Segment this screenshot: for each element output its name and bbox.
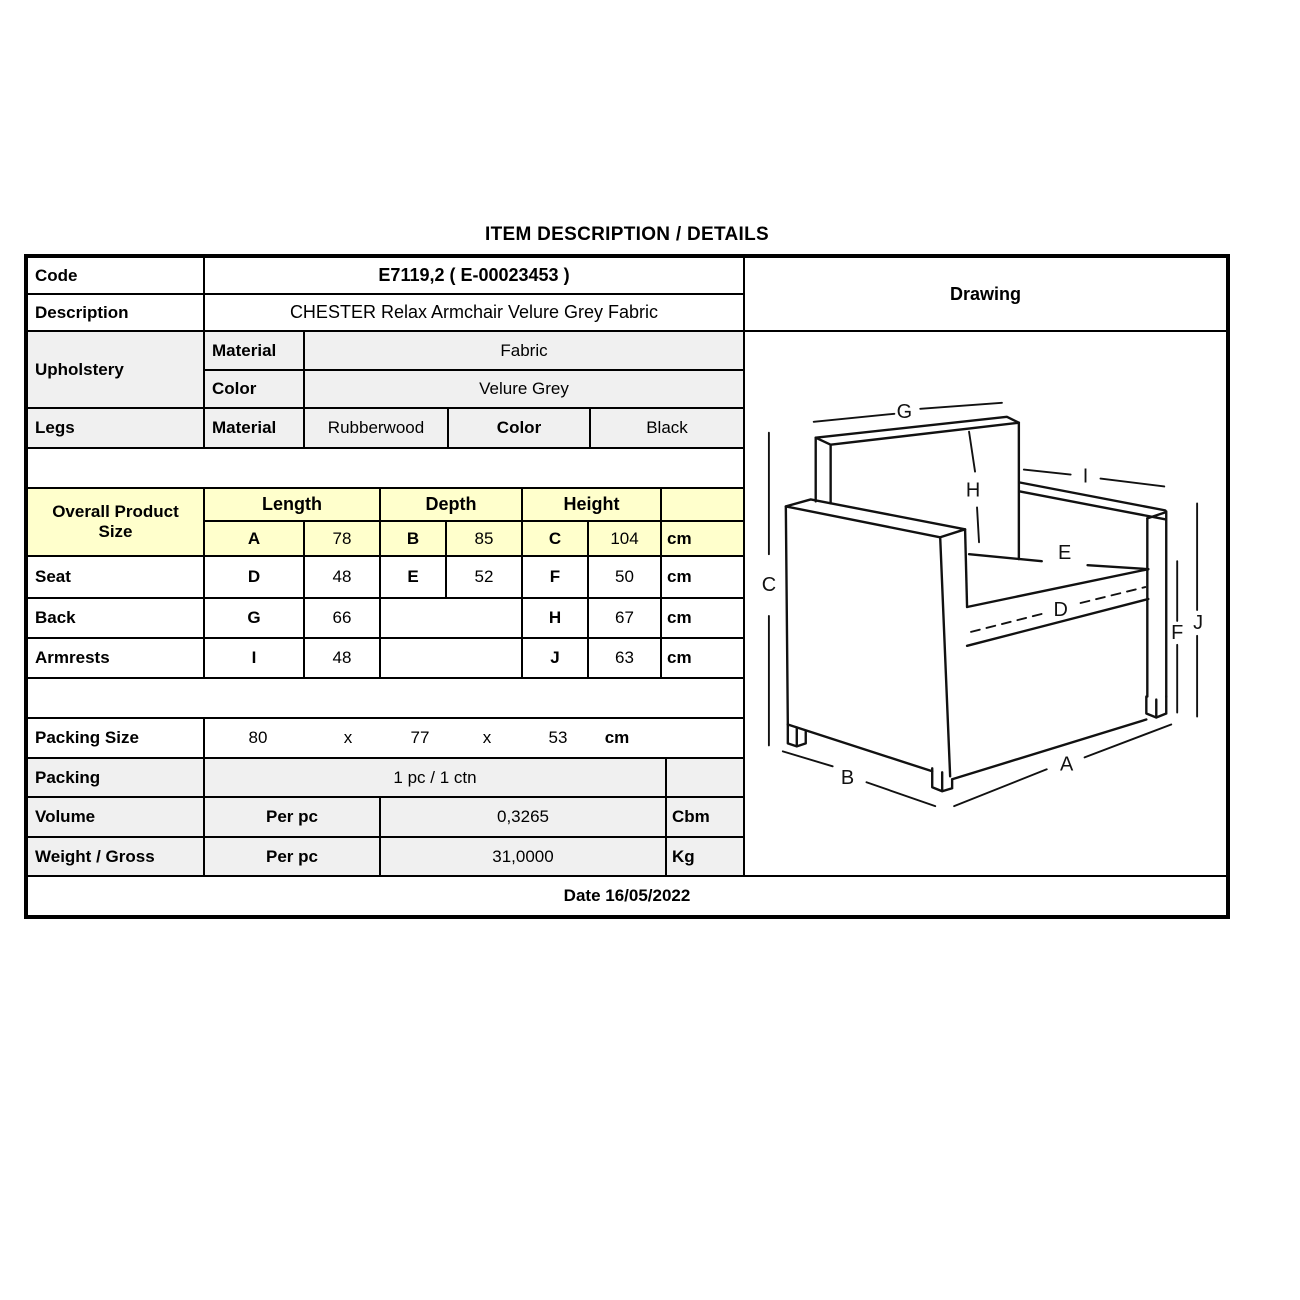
spacer-row-1 <box>28 449 745 489</box>
overall-size-label-line1: Overall Product <box>52 502 179 522</box>
overall-unit: cm <box>662 522 745 557</box>
back-unit: cm <box>662 599 745 639</box>
overall-size-label <box>28 489 205 557</box>
drawing-cell <box>745 332 1226 877</box>
upholstery-color-value: Velure Grey <box>305 371 745 409</box>
height-header: Height <box>523 489 662 522</box>
dim-label-b: B <box>840 767 855 790</box>
packing-size-v1: 80 <box>248 728 268 748</box>
seat-length-value: 48 <box>305 557 381 599</box>
overall-length-value: 78 <box>305 522 381 557</box>
dim-label-e: E <box>1058 542 1072 565</box>
packing-size-x1: x <box>343 728 353 748</box>
dim-label-i: I <box>1082 465 1089 488</box>
overall-depth-letter: B <box>381 522 447 557</box>
seat-height-value: 50 <box>589 557 662 599</box>
dim-label-j: J <box>1193 611 1204 634</box>
overall-length-letter: A <box>205 522 305 557</box>
date-row: Date 16/05/2022 <box>563 886 691 906</box>
armchair-drawing <box>745 332 1224 875</box>
spacer-row-2 <box>28 679 745 719</box>
back-height-letter: H <box>523 599 589 639</box>
packing-value: 1 pc / 1 ctn <box>205 759 667 798</box>
depth-header: Depth <box>381 489 523 522</box>
overall-size-label-line2: Size <box>98 522 133 541</box>
legs-material-label: Material <box>205 409 305 449</box>
seat-unit: cm <box>662 557 745 599</box>
length-header: Length <box>205 489 381 522</box>
description-label: Description <box>28 295 205 332</box>
weight-unit: Kg <box>667 838 745 877</box>
drawing-header: Drawing <box>745 258 1226 332</box>
overall-height-value: 104 <box>589 522 662 557</box>
dim-label-f: F <box>1171 621 1184 644</box>
dim-label-a: A <box>1060 753 1074 776</box>
armrests-length-letter: I <box>205 639 305 679</box>
packing-size-v2: 77 <box>410 728 430 748</box>
dim-label-g-icon: G <box>896 400 913 423</box>
seat-label: Seat <box>28 557 205 599</box>
back-height-value: 67 <box>589 599 662 639</box>
upholstery-material-label: Material <box>205 332 305 371</box>
back-length-letter: G <box>205 599 305 639</box>
weight-value: 31,0000 <box>381 838 667 877</box>
page-title: ITEM DESCRIPTION / DETAILS <box>484 224 769 245</box>
dim-label-h: H <box>965 479 981 502</box>
seat-height-letter: F <box>523 557 589 599</box>
packing-label: Packing <box>28 759 205 798</box>
legs-color-label: Color <box>449 409 591 449</box>
armchair-outline <box>786 417 1166 791</box>
armrests-label: Armrests <box>28 639 205 679</box>
upholstery-color-label: Color <box>205 371 305 409</box>
legs-color-value: Black <box>591 409 745 449</box>
dimension-labels <box>762 401 1203 789</box>
code-value: E7119,2 ( E-00023453 ) <box>205 258 745 295</box>
seat-depth-letter: E <box>381 557 447 599</box>
upholstery-label: Upholstery <box>28 332 205 409</box>
packing-size-label: Packing Size <box>28 719 205 759</box>
volume-per-pc: Per pc <box>205 798 381 838</box>
packing-size-x2: x <box>482 728 492 748</box>
back-label: Back <box>28 599 205 639</box>
seat-length-letter: D <box>205 557 305 599</box>
overall-height-letter: C <box>523 522 589 557</box>
legs-label: Legs <box>28 409 205 449</box>
description-value: CHESTER Relax Armchair Velure Grey Fabric <box>205 295 745 332</box>
armrests-height-value: 63 <box>589 639 662 679</box>
dim-label-c: C <box>761 574 777 597</box>
weight-per-pc: Per pc <box>205 838 381 877</box>
back-length-value: 66 <box>305 599 381 639</box>
dim-label-d: D <box>1053 598 1068 621</box>
size-header-empty-cell <box>662 489 745 522</box>
code-label: Code <box>28 258 205 295</box>
armrests-height-letter: J <box>523 639 589 679</box>
upholstery-material-value: Fabric <box>305 332 745 371</box>
overall-depth-value: 85 <box>447 522 523 557</box>
seat-depth-value: 52 <box>447 557 523 599</box>
packing-size-v3: 53 <box>548 728 568 748</box>
back-depth-empty <box>381 599 523 639</box>
volume-label: Volume <box>28 798 205 838</box>
weight-label: Weight / Gross <box>28 838 205 877</box>
packing-size-value <box>205 719 745 759</box>
legs-material-value: Rubberwood <box>305 409 449 449</box>
volume-value: 0,3265 <box>381 798 667 838</box>
armrests-depth-empty <box>381 639 523 679</box>
armrests-length-value: 48 <box>305 639 381 679</box>
packing-empty-cell <box>667 759 745 798</box>
packing-size-unit: cm <box>604 728 630 748</box>
volume-unit: Cbm <box>667 798 745 838</box>
armrests-unit: cm <box>662 639 745 679</box>
